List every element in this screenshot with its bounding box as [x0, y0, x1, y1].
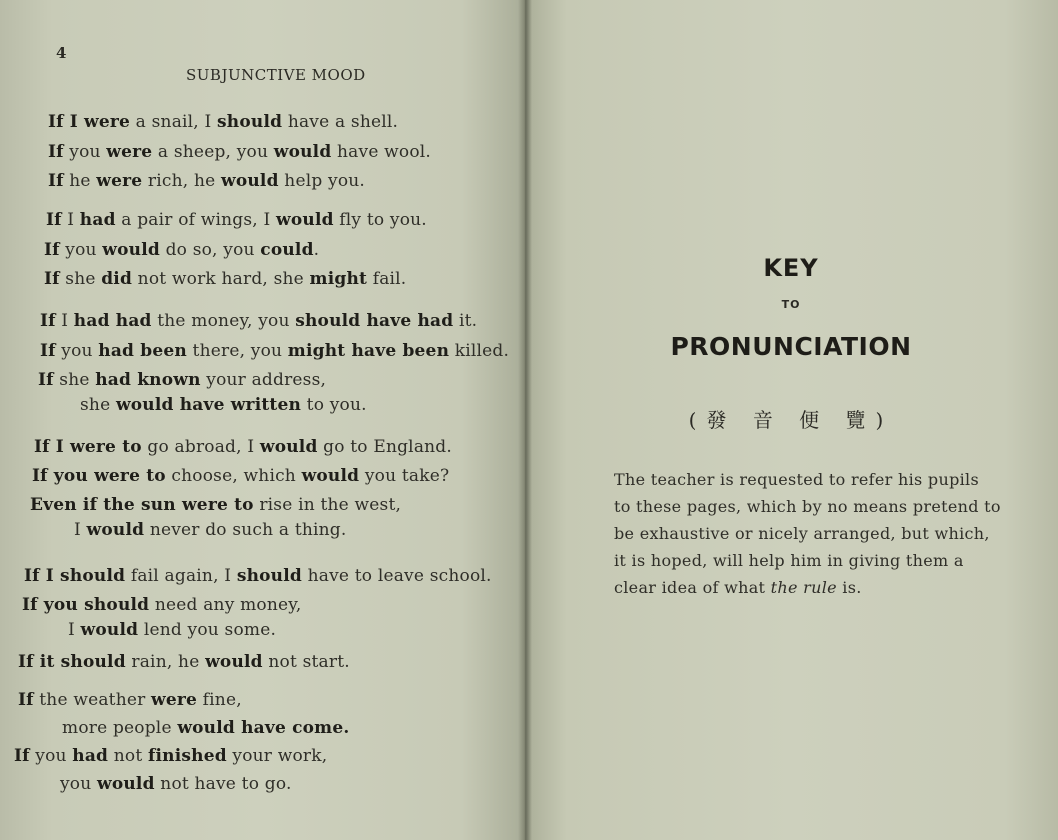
right-page: [524, 0, 1058, 840]
emphasized-word: If: [44, 269, 60, 289]
paragraph-text: clear idea of what: [614, 578, 771, 597]
paragraph-line: be exhaustive or nicely arranged, but which,: [614, 524, 990, 543]
sentence-text: to you.: [301, 395, 367, 415]
sentence-line: [80, 395, 367, 415]
page-number: 4: [56, 44, 67, 62]
sentence-text: lend you some.: [138, 620, 277, 640]
sentence-text: fail again, I: [125, 566, 237, 586]
sentence-text: killed.: [449, 341, 510, 361]
paragraph-line-last: [614, 578, 862, 597]
sentence-text: I: [55, 311, 74, 331]
sentence-text: I: [74, 520, 87, 540]
emphasized-word: were: [106, 142, 153, 162]
sentence-text: have to leave school.: [302, 566, 492, 586]
emphasized-word: If you were to: [32, 466, 166, 486]
sentence-text: never do such a thing.: [144, 520, 347, 540]
sentence-text: not: [108, 746, 148, 766]
sentence-line: [34, 437, 452, 457]
emphasized-word: If I were to: [34, 437, 142, 457]
paragraph-line: it is hoped, will help him in giving them a: [614, 551, 964, 570]
emphasized-word: could: [260, 240, 314, 260]
emphasized-word: If: [40, 311, 56, 331]
sentence-text: fly to you.: [333, 210, 427, 230]
sentence-line: [46, 210, 427, 230]
emphasized-word: would: [80, 620, 139, 640]
sentence-text: she: [53, 370, 96, 390]
section-title-pronunciation: PRONUNCIATION: [670, 332, 912, 361]
sentence-text: a pair of wings, I: [115, 210, 277, 230]
emphasized-word: would have come.: [177, 718, 350, 738]
emphasized-word: would: [97, 774, 155, 794]
sentence-line: [30, 495, 401, 515]
sentence-text: you: [63, 142, 107, 162]
emphasized-word: If I were: [48, 112, 131, 132]
sentence-text: you: [55, 341, 99, 361]
sentence-text: more people: [62, 718, 178, 738]
sentence-line: [14, 746, 327, 766]
emphasized-word: If: [48, 142, 64, 162]
sentence-text: she: [59, 269, 102, 289]
emphasized-word: If: [14, 746, 30, 766]
emphasized-word: would: [276, 210, 334, 230]
sentence-line: [38, 370, 326, 390]
sentence-line: [48, 171, 365, 191]
emphasized-word: If: [18, 690, 34, 710]
emphasized-word: had been: [98, 341, 187, 361]
sentence-line: [44, 240, 319, 260]
sentence-line: [32, 466, 449, 486]
sentence-line: [60, 774, 292, 794]
paragraph-italic: the rule: [770, 578, 837, 597]
sentence-text: the money, you: [151, 311, 296, 331]
emphasized-word: If: [46, 210, 62, 230]
emphasized-word: Even if the sun were to: [30, 495, 254, 515]
sentence-text: need any money,: [149, 595, 302, 615]
sentence-text: there, you: [186, 341, 288, 361]
sentence-text: he: [63, 171, 97, 191]
sentence-line: [62, 718, 350, 738]
sentence-line: [44, 269, 406, 289]
sentence-text: she: [80, 395, 116, 415]
sentence-line: [48, 142, 431, 162]
sentence-text: rise in the west,: [253, 495, 402, 515]
sentence-text: you: [60, 774, 97, 794]
emphasized-word: would: [221, 171, 279, 191]
sentence-text: go abroad, I: [141, 437, 260, 457]
sentence-text: not work hard, she: [132, 269, 310, 289]
sentence-line: [48, 112, 398, 132]
emphasized-word: had had: [73, 311, 152, 331]
sentence-text: fail.: [367, 269, 407, 289]
sentence-text: fine,: [197, 690, 242, 710]
paragraph-text: is.: [836, 578, 862, 597]
emphasized-word: would: [86, 520, 145, 540]
emphasized-word: would: [301, 466, 360, 486]
sentence-line: [22, 595, 301, 615]
sentence-text: not have to go.: [154, 774, 292, 794]
sentence-line: [18, 690, 242, 710]
emphasized-word: would: [259, 437, 318, 457]
sentence-line: [74, 520, 347, 540]
emphasized-word: If you should: [22, 595, 150, 615]
emphasized-word: would have written: [115, 395, 302, 415]
sentence-text: a snail, I: [130, 112, 218, 132]
section-title-to: TO: [781, 298, 801, 311]
sentence-text: a sheep, you: [152, 142, 274, 162]
sentence-text: go to England.: [317, 437, 452, 457]
sentence-text: have wool.: [331, 142, 432, 162]
left-page: [0, 0, 524, 840]
sentence-text: I: [68, 620, 81, 640]
emphasized-word: would: [205, 652, 263, 672]
sentence-text: your work,: [226, 746, 328, 766]
sentence-line: [68, 620, 276, 640]
paragraph-line: to these pages, which by no means pretend to: [614, 497, 1001, 516]
sentence-text: choose, which: [165, 466, 302, 486]
sentence-line: [40, 311, 477, 331]
emphasized-word: might: [309, 269, 368, 289]
sentence-text: you take?: [359, 466, 450, 486]
emphasized-word: If: [48, 171, 64, 191]
section-title-key: KEY: [763, 254, 819, 282]
emphasized-word: had: [79, 210, 116, 230]
sentence-text: I: [61, 210, 80, 230]
emphasized-word: would: [102, 240, 160, 260]
sentence-text: .: [313, 240, 320, 260]
sentence-text: you: [29, 746, 73, 766]
sentence-text: rain, he: [125, 652, 206, 672]
sentence-line: [40, 341, 509, 361]
sentence-text: have a shell.: [282, 112, 399, 132]
emphasized-word: might have been: [287, 341, 450, 361]
sentence-text: help you.: [278, 171, 366, 191]
sentence-line: [24, 566, 492, 586]
emphasized-word: If: [38, 370, 54, 390]
emphasized-word: should: [217, 112, 283, 132]
sentence-text: rich, he: [142, 171, 221, 191]
emphasized-word: If it should: [18, 652, 126, 672]
emphasized-word: had: [72, 746, 109, 766]
sentence-text: do so, you: [159, 240, 261, 260]
emphasized-word: If I should: [24, 566, 126, 586]
sentence-text: not start.: [262, 652, 350, 672]
running-head: SUBJUNCTIVE MOOD: [186, 66, 366, 84]
emphasized-word: would: [273, 142, 332, 162]
sentence-text: your address,: [200, 370, 327, 390]
emphasized-word: were: [151, 690, 198, 710]
emphasized-word: finished: [147, 746, 227, 766]
emphasized-word: should have had: [295, 311, 454, 331]
sentence-text: the weather: [33, 690, 152, 710]
sentence-text: you: [59, 240, 103, 260]
section-title-chinese: (發 音 便 覽): [688, 408, 894, 432]
book-gutter: [518, 0, 532, 840]
emphasized-word: did: [101, 269, 133, 289]
emphasized-word: If: [44, 240, 60, 260]
emphasized-word: had known: [95, 370, 201, 390]
emphasized-word: If: [40, 341, 56, 361]
emphasized-word: should: [236, 566, 302, 586]
sentence-line: [18, 652, 350, 672]
emphasized-word: were: [96, 171, 143, 191]
paragraph-line: The teacher is requested to refer his pupils: [614, 470, 979, 489]
sentence-text: it.: [453, 311, 478, 331]
